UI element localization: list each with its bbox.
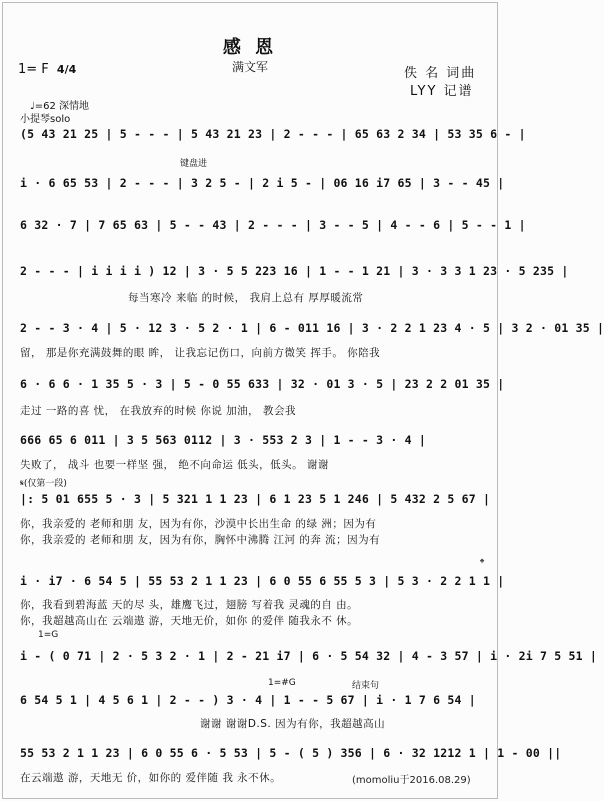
ending-note: 结束句 bbox=[352, 681, 380, 691]
lyrics-line-4: 每当寒冷 来临 的时候， 我肩上总有 厚厚暖流常 bbox=[128, 292, 364, 304]
lyrics-line-6: 走过 一路的喜 忧， 在我放弃的时候 你说 加油， 教会我 bbox=[20, 405, 297, 417]
tempo-marking: ♩=62 深情地 bbox=[30, 101, 89, 112]
time-signature: 4/4 bbox=[56, 63, 77, 76]
arranger-credit: LYY 记谱 bbox=[410, 84, 474, 99]
lyrics-line-11: 谢谢 谢谢D.S. 因为有你，我超越高山 bbox=[200, 718, 386, 730]
staff-line-6: 6 · 6 6 · 1 35 5 · 3 | 5 - 0 55 633 | 32 · 01 3 · 5 | 23 2 2 01 35 | bbox=[20, 377, 505, 391]
lyrics-line-9a: 你，我看到碧海蓝 天的尽 头，雄鹰飞过，翅膀 写着我 灵魂的自 由。 bbox=[20, 599, 359, 611]
lyrics-line-12: 在云端遨 游，天地无 价，如你的 爱伴随 我 永不休。 bbox=[20, 772, 282, 784]
staff-line-7: 666 65 6 011 | 3 5 563 0112 | 3 · 553 2 3 | 1 - - 3 · 4 | bbox=[20, 433, 427, 447]
key-change-g: 1=G bbox=[38, 630, 59, 640]
staff-line-10: i - ( 0 71 | 2 · 5 3 2 · 1 | 2 - 21 i7 | 6 · 5 54 32 | 4 - 3 57 | i · 2i 7 5 51 | bbox=[20, 649, 598, 663]
staff-line-3: 6 32 · 7 | 7 65 63 | 5 - - 43 | 2 - - - | 3 - - 5 | 4 - - 6 | 5 - - 1 | bbox=[20, 218, 526, 232]
staff-line-5: 2 - - 3 · 4 | 5 · 12 3 · 5 2 · 1 | 6 - 011 16 | 3 · 2 2 1 23 4 · 5 | 3 2 · 01 35 | bbox=[20, 321, 604, 335]
lyrics-line-5: 留， 那是你充满鼓舞的眼 眸， 让我忘记伤口，向前方微笑 挥手。 你陪我 bbox=[20, 347, 381, 359]
staff-line-4: 2 - - - | i i i i ) 12 | 3 · 5 5 223 16 | 1 - - 1 21 | 3 · 3 3 1 23 · 5 235 | bbox=[20, 264, 569, 278]
key-change-gsharp: 1=#G bbox=[268, 678, 296, 688]
lyrics-line-7: 失败了， 战斗 也要一样坚 强， 绝不向命运 低头，低头。 谢谢 bbox=[20, 459, 330, 471]
singer-name: 满文军 bbox=[231, 60, 268, 74]
staff-line-1: (5 43 21 25 | 5 - - - | 5 43 21 23 | 2 - - - | 65 63 2 34 | 53 35 6 - | bbox=[20, 127, 526, 141]
lyrics-line-8b: 你，我亲爱的 老师和朋 友，因为有你，胸怀中沸腾 江河 的奔 流；因为有 bbox=[20, 534, 381, 546]
staff-line-8: |: 5 01 655 5 · 3 | 5 321 1 1 23 | 6 1 23 5 1 246 | 5 432 2 5 67 | bbox=[20, 492, 491, 506]
key-signature-label: 1= F bbox=[18, 62, 49, 77]
staff-line-9: i · i7 · 6 54 5 | 55 53 2 1 1 23 | 6 0 55 6 55 5 3 | 5 3 · 2 2 1 1 | bbox=[20, 574, 505, 588]
instrument-marking: 小提琴solo bbox=[20, 114, 71, 125]
staff-line-11: 6 54 5 1 | 4 5 6 1 | 2 - - ) 3 · 4 | 1 - - 5 67 | i · 1 7 6 54 | bbox=[20, 693, 476, 707]
watermark-text: (momoliu于2016.08.29) bbox=[352, 775, 471, 786]
lyricist-credit: 佚 名 词曲 bbox=[404, 66, 477, 81]
coda-mark: 𝄌 bbox=[480, 556, 485, 570]
lyrics-line-8a: 你，我亲爱的 老师和朋 友，因为有你，沙漠中长出生命 的绿 洲；因为有 bbox=[20, 518, 377, 530]
key-signature bbox=[18, 62, 76, 77]
lyrics-line-9b: 你，我超越高山在 云端遨 游，天地无价，如你 的爱伴 随我永不 休。 bbox=[20, 615, 359, 627]
staff-line-2: i · 6 65 53 | 2 - - - | 3 2 5 - | 2 i 5 - | 06 16 i7 65 | 3 - - 45 | bbox=[20, 176, 505, 190]
repeat-mark-note: 𝄋(仅第一段) bbox=[20, 479, 67, 489]
sheet-frame bbox=[2, 2, 604, 799]
staff-line-12: 55 53 2 1 1 23 | 6 0 55 6 · 5 53 | 5 - ( 5 ) 356 | 6 · 32 1212 1 | 1 - 00 || bbox=[20, 746, 562, 760]
keyboard-in-note: 键盘进 bbox=[180, 159, 208, 169]
page-title: 感 恩 bbox=[222, 37, 278, 58]
